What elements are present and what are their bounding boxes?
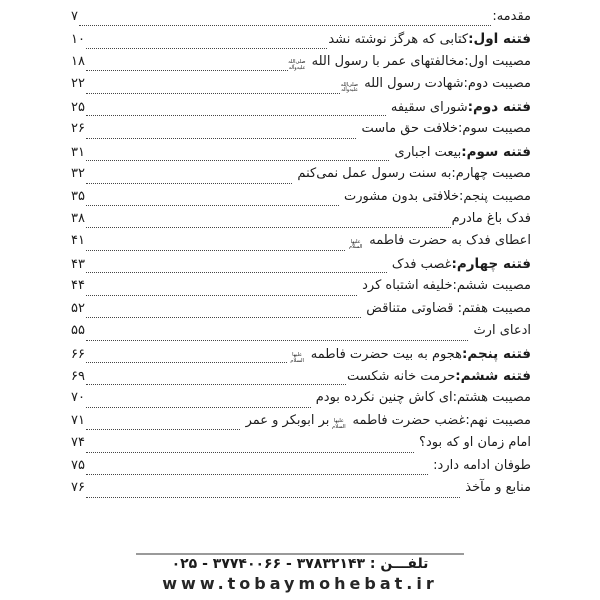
toc-entry-title — [362, 301, 531, 316]
toc-entry-text: بیعت اجباری — [390, 144, 462, 160]
dot-leader — [86, 340, 468, 341]
toc-entry-page-number: ۷۰ — [71, 390, 85, 406]
toc-entry-title — [241, 413, 531, 431]
toc-entry — [71, 368, 531, 390]
dot-leader — [86, 70, 288, 71]
toc-section-label: فتنه چهارم: — [451, 255, 531, 272]
phone-numbers: ۳۷۸۳۲۱۴۳ - ۳۷۷۴۰۰۶۶ - ۰۲۵ — [171, 556, 366, 572]
toc-entry — [71, 413, 531, 435]
toc-entry-text: ادعای ارث — [469, 323, 531, 339]
toc-entry-text: شورای سقیفه — [386, 99, 468, 115]
toc-entry-page-number: ۲۲ — [71, 76, 85, 92]
toc-entry-title — [415, 435, 531, 450]
toc-entry — [71, 189, 531, 211]
toc-entry-title — [358, 278, 531, 293]
dot-leader — [86, 497, 460, 498]
dot-leader — [86, 227, 451, 228]
dot-leader — [86, 452, 414, 453]
dot-leader — [86, 160, 389, 161]
dot-leader — [86, 429, 240, 430]
toc-entry — [71, 76, 531, 98]
footer-divider — [136, 553, 464, 555]
toc-entry-text: هجوم به بیت حضرت فاطمه — [306, 346, 462, 362]
toc-entry-title — [387, 99, 531, 115]
toc-entry-text: مصیبت پنجم:خلافتی بدون مشورت — [339, 188, 531, 204]
table-of-contents — [71, 9, 531, 503]
dot-leader — [86, 362, 287, 363]
toc-entry — [71, 9, 531, 31]
toc-entry-page-number: ۷ — [71, 9, 78, 24]
dot-leader — [86, 183, 292, 184]
toc-entry-page-number: ۴۱ — [71, 233, 85, 249]
dot-leader — [86, 48, 327, 49]
honorific-icon: علیها السلام — [290, 351, 304, 364]
toc-entry — [71, 301, 531, 323]
toc-entry — [71, 278, 531, 300]
toc-entry — [71, 390, 531, 412]
toc-entry-page-number: ۷۵ — [71, 457, 85, 473]
toc-entry-text: غصب فدک — [387, 256, 452, 272]
toc-entry-page-number: ۷۴ — [71, 435, 85, 451]
toc-entry — [71, 99, 531, 121]
toc-entry-page-number: ۵۲ — [71, 300, 85, 316]
toc-entry-title — [357, 121, 531, 136]
toc-entry-title — [346, 233, 531, 251]
toc-entry-title — [289, 54, 531, 72]
toc-entry-page-number: ۱۸ — [71, 53, 85, 69]
toc-entry-page-number: ۳۵ — [71, 188, 85, 204]
toc-section-label: فتنه دوم: — [467, 98, 531, 115]
toc-entry-page-number: ۲۵ — [71, 99, 85, 115]
phone-label: تلفـــن : — [365, 556, 429, 572]
toc-entry-text: اعطای فدک به حضرت فاطمه — [365, 233, 531, 249]
toc-entry-text: مقدمه: — [492, 9, 531, 24]
toc-entry — [71, 480, 531, 502]
toc-entry-page-number: ۲۶ — [71, 121, 85, 137]
toc-entry-page-number: ۶۶ — [71, 346, 85, 362]
dot-leader — [86, 205, 339, 206]
toc-entry — [71, 211, 531, 233]
toc-entry — [71, 233, 531, 255]
toc-entry-text: طوفان ادامه دارد: — [429, 457, 531, 473]
toc-entry-text: حرمت خانه شکست — [347, 369, 456, 384]
toc-entry-text: مصیبت هفتم: قضاوتی متناقض — [362, 300, 531, 316]
toc-entry-title — [328, 31, 531, 47]
toc-entry-page-number: ۴۴ — [71, 278, 85, 294]
toc-entry — [71, 323, 531, 345]
toc-entry-text: منابع و مآخذ — [461, 480, 531, 496]
toc-entry-title — [469, 323, 531, 338]
toc-entry-page-number: ۷۶ — [71, 480, 85, 496]
toc-entry-text: مصیبت ششم:خلیفه اشتباه کرد — [358, 278, 531, 294]
toc-entry — [71, 346, 531, 368]
dot-leader — [86, 250, 345, 251]
toc-entry-title — [429, 458, 531, 473]
toc-entry-title — [390, 144, 531, 160]
toc-entry — [71, 166, 531, 188]
toc-entry-text: کتابی که هرگز نوشته نشد — [328, 32, 469, 48]
dot-leader — [86, 295, 357, 296]
dot-leader — [86, 407, 311, 408]
toc-entry-page-number: ۱۰ — [71, 32, 85, 48]
toc-entry-page-number: ۳۱ — [71, 144, 85, 160]
toc-entry-title — [341, 76, 531, 94]
toc-section-label: فتنه پنجم: — [461, 345, 531, 362]
toc-entry-title — [312, 390, 531, 405]
dot-leader — [86, 384, 346, 385]
toc-entry-text: فدک باغ مادرم — [451, 210, 531, 226]
toc-entry — [71, 144, 531, 166]
toc-entry-page-number: ۳۲ — [71, 166, 85, 182]
toc-entry-page-number: ۶۹ — [71, 369, 85, 384]
dot-leader — [86, 93, 340, 94]
dot-leader — [86, 474, 428, 475]
toc-entry-title — [347, 368, 531, 384]
dot-leader — [86, 317, 361, 318]
toc-entry-text: مصیبت هشتم:ای کاش چنین نکرده بودم — [311, 390, 531, 406]
toc-entry-title — [452, 211, 531, 226]
publisher-footer — [0, 553, 600, 593]
toc-entry — [71, 31, 531, 53]
toc-entry-text: مصیبت چهارم:به سنت رسول عمل نمی‌کنم — [293, 166, 531, 182]
toc-section-label: فتنه اول: — [468, 31, 531, 48]
toc-section-label: فتنه سوم: — [461, 143, 531, 160]
toc-entry-text: مصیبت اول:مخالفتهای عمر با رسول الله — [307, 53, 531, 69]
dot-leader — [86, 115, 386, 116]
toc-entry — [71, 121, 531, 143]
toc-entry-page-number: ۳۸ — [71, 210, 85, 226]
toc-entry-title — [461, 480, 531, 495]
toc-entry — [71, 458, 531, 480]
toc-entry-tail: بر ابوبکر و عمر — [241, 412, 330, 428]
toc-section-label: فتنه ششم: — [455, 368, 531, 384]
honorific-icon: علیها السلام — [348, 238, 363, 251]
website-url: www.tobaymohebat.ir — [162, 574, 438, 593]
toc-entry-text: مصیبت دوم:شهادت رسول الله — [360, 76, 531, 92]
honorific-icon: علیها السلام — [332, 418, 346, 430]
honorific-icon: صلی‌الله علیه‌وآله — [340, 81, 359, 94]
toc-entry-title — [293, 166, 531, 181]
toc-entry-text: مصیبت سوم:خلافت حق ماست — [357, 121, 531, 137]
toc-entry — [71, 256, 531, 278]
toc-entry-title — [288, 346, 531, 365]
dot-leader — [86, 272, 387, 273]
toc-entry — [71, 435, 531, 457]
dot-leader — [79, 25, 491, 26]
toc-entry-title — [492, 9, 531, 24]
toc-entry-page-number: ۵۵ — [71, 323, 85, 339]
toc-entry-text: امام زمان او که بود؟ — [414, 435, 531, 451]
phone-line — [0, 556, 600, 572]
toc-entry-page-number: ۴۳ — [71, 256, 85, 272]
toc-entry — [71, 54, 531, 76]
toc-entry-title — [340, 189, 531, 204]
toc-entry-title — [388, 256, 531, 272]
dot-leader — [86, 138, 356, 139]
toc-entry-page-number: ۷۱ — [71, 412, 85, 428]
toc-entry-text: مصیبت نهم:غضب حضرت فاطمه — [348, 412, 531, 428]
honorific-icon: صلی‌الله علیه‌وآله — [288, 59, 306, 71]
